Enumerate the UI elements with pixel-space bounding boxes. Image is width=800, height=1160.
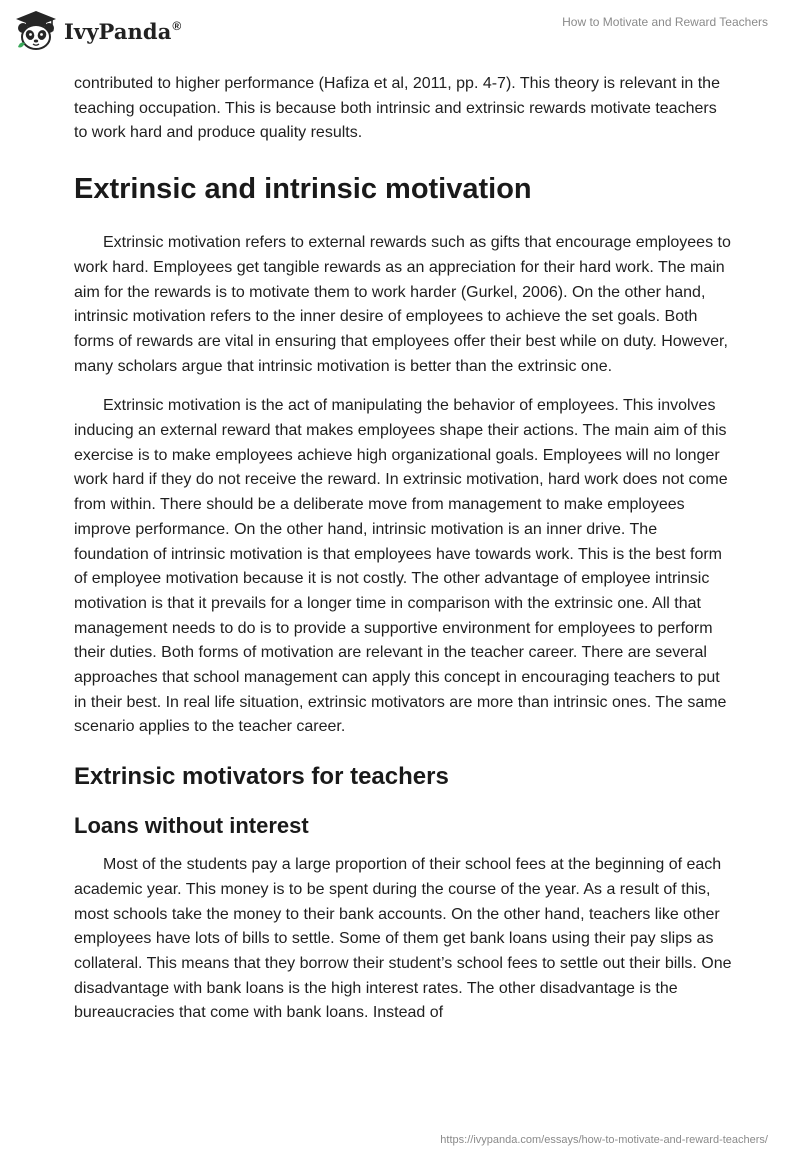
intro-paragraph: contributed to higher performance (Hafiza et al, 2011, pp. 4-7). This theory is relevant in the teaching occupation. This is because both intrinsic and extrinsic rewards motivate teachers to work hard and produce quality results. [74,75,720,142]
subsection-heading-loans: Loans without interest [74,813,309,839]
page-header [0,0,800,68]
brand-logo[interactable] [14,8,181,54]
paragraph: Most of the students pay a large proportion of their school fees at the beginning of each academic year. This money is to be spent during the course of the year. As a result of this, most schools take the money to their bank accounts. On the other hand, teachers like other employees have lots of bills to settle. Some of them get bank loans using their pay slips as collateral. This means that they borrow their student’s school fees to settle out their bills. One disadvantage with bank loans is the high interest rates. The other disadvantage is the bureaucracies that come with bank loans. Instead of [74,856,732,1022]
document-title: How to Motivate and Reward Teachers [562,15,768,29]
brand-name: IvyPanda® [64,18,182,44]
article-body [74,72,734,1026]
paragraph: Extrinsic motivation is the act of manipulating the behavior of employees. This involves inducing an external reward that makes employees shape their actions. The main aim of this exercise is to make employees achieve high organizational goals. Employees will no longer work hard if they do not receive the reward. In extrinsic motivation, hard work does not come from within. There should be a deliberate move from management to make employees improve performance. On the other hand, intrinsic motivation is an inner drive. The foundation of intrinsic motivation is that employees have towards work. This is the best form of employee motivation because it is not costly. The other advantage of employee intrinsic motivation is that it prevails for a longer time in comparison with the extrinsic one. All that management needs to do is to provide a supportive environment for employees to perform their duties. Both forms of motivation are relevant in the teacher career. There are several approaches that school management can apply this concept in encouraging teachers to put in their best. In real life situation, extrinsic motivators are more than intrinsic ones. The same scenario applies to the teacher career. [74,397,728,736]
panda-mascot-icon [14,9,58,53]
paragraph: Extrinsic motivation refers to external rewards such as gifts that encourage employees to work hard. Employees get tangible rewards as an appreciation for their hard work. The main aim for the rewards is to motivate them to work harder (Gurkel, 2006). On the other hand, intrinsic motivation refers to the inner desire of employees to achieve the set goals. Both forms of rewards are vital in ensuring that employees offer their best while on duty. However, many scholars argue that intrinsic motivation is better than the extrinsic one. [74,234,731,375]
source-url[interactable]: https://ivypanda.com/essays/how-to-motivate-and-reward-teachers/ [440,1134,768,1146]
section-heading-extrinsic-intrinsic: Extrinsic and intrinsic motivation [74,173,532,206]
section-heading-extrinsic-motivators: Extrinsic motivators for teachers [74,763,449,791]
